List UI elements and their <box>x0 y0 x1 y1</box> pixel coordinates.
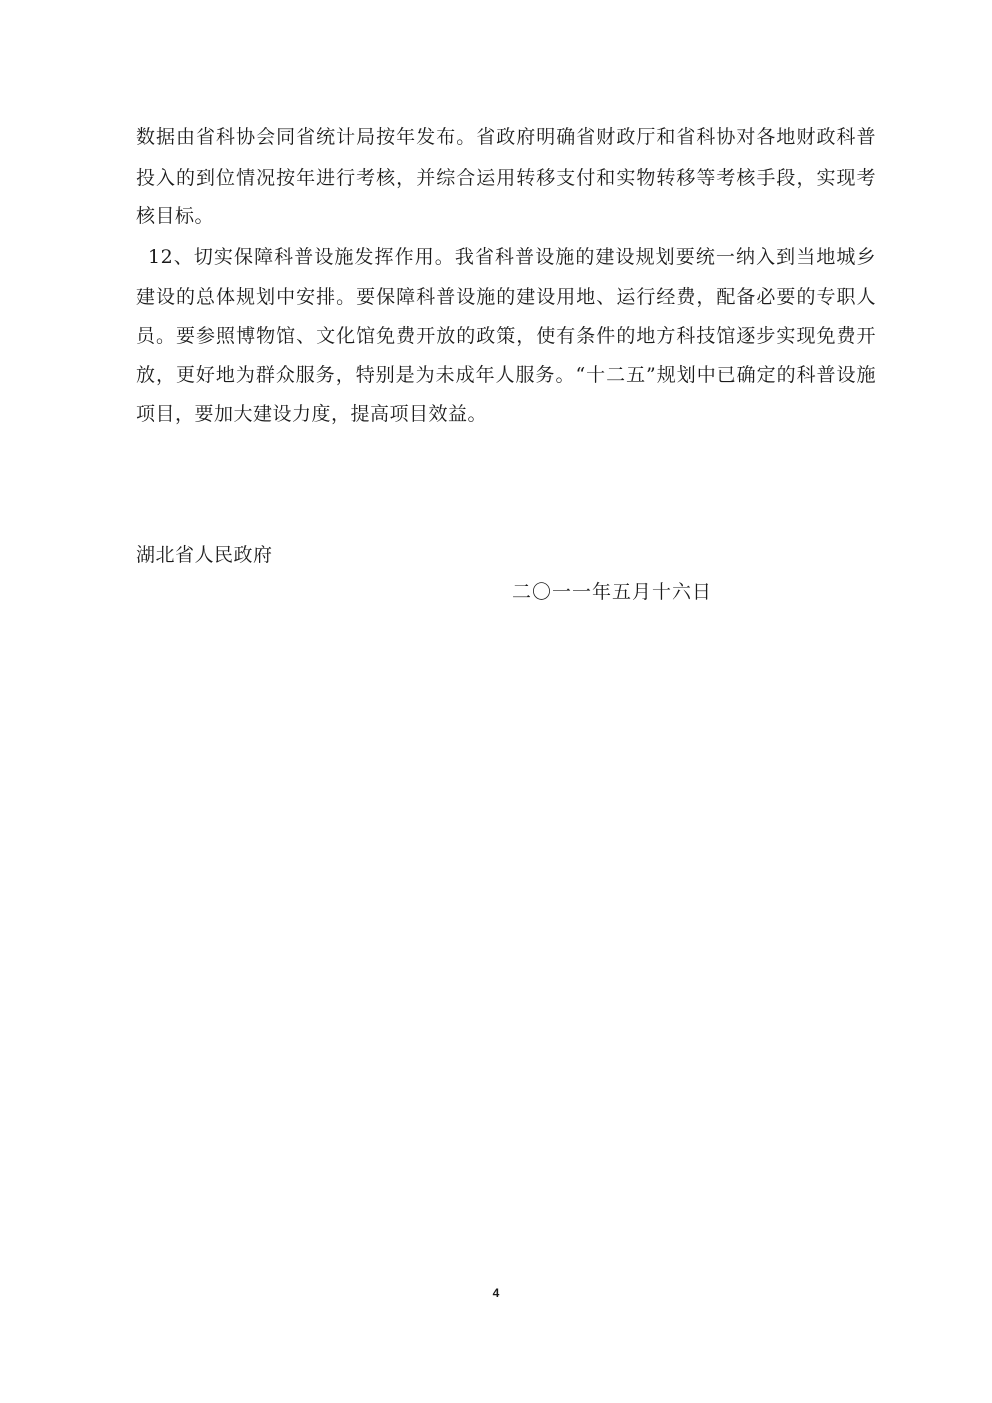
page-number: 4 <box>492 1286 500 1300</box>
issue-date: 二〇一一年五月十六日 <box>512 581 713 603</box>
paragraph-line: 项目，要加大建设力度，提高项目效益。 <box>136 403 488 425</box>
paragraph-line: 建设的总体规划中安排。要保障科普设施的建设用地、运行经费，配备必要的专职人 <box>136 286 876 308</box>
paragraph-line: 数据由省科协会同省统计局按年发布。省政府明确省财政厅和省科协对各地财政科普 <box>136 126 876 148</box>
paragraph-line: 12、切实保障科普设施发挥作用。我省科普设施的建设规划要统一纳入到当地城乡 <box>148 246 876 268</box>
paragraph-line: 投入的到位情况按年进行考核，并综合运用转移支付和实物转移等考核手段，实现考 <box>136 167 876 189</box>
issuer-signature: 湖北省人民政府 <box>136 544 273 566</box>
paragraph-line: 核目标。 <box>136 205 215 227</box>
paragraph-line: 放，更好地为群众服务，特别是为未成年人服务。“十二五”规划中已确定的科普设施 <box>136 364 876 386</box>
paragraph-line: 员。要参照博物馆、文化馆免费开放的政策，使有条件的地方科技馆逐步实现免费开 <box>136 325 876 347</box>
